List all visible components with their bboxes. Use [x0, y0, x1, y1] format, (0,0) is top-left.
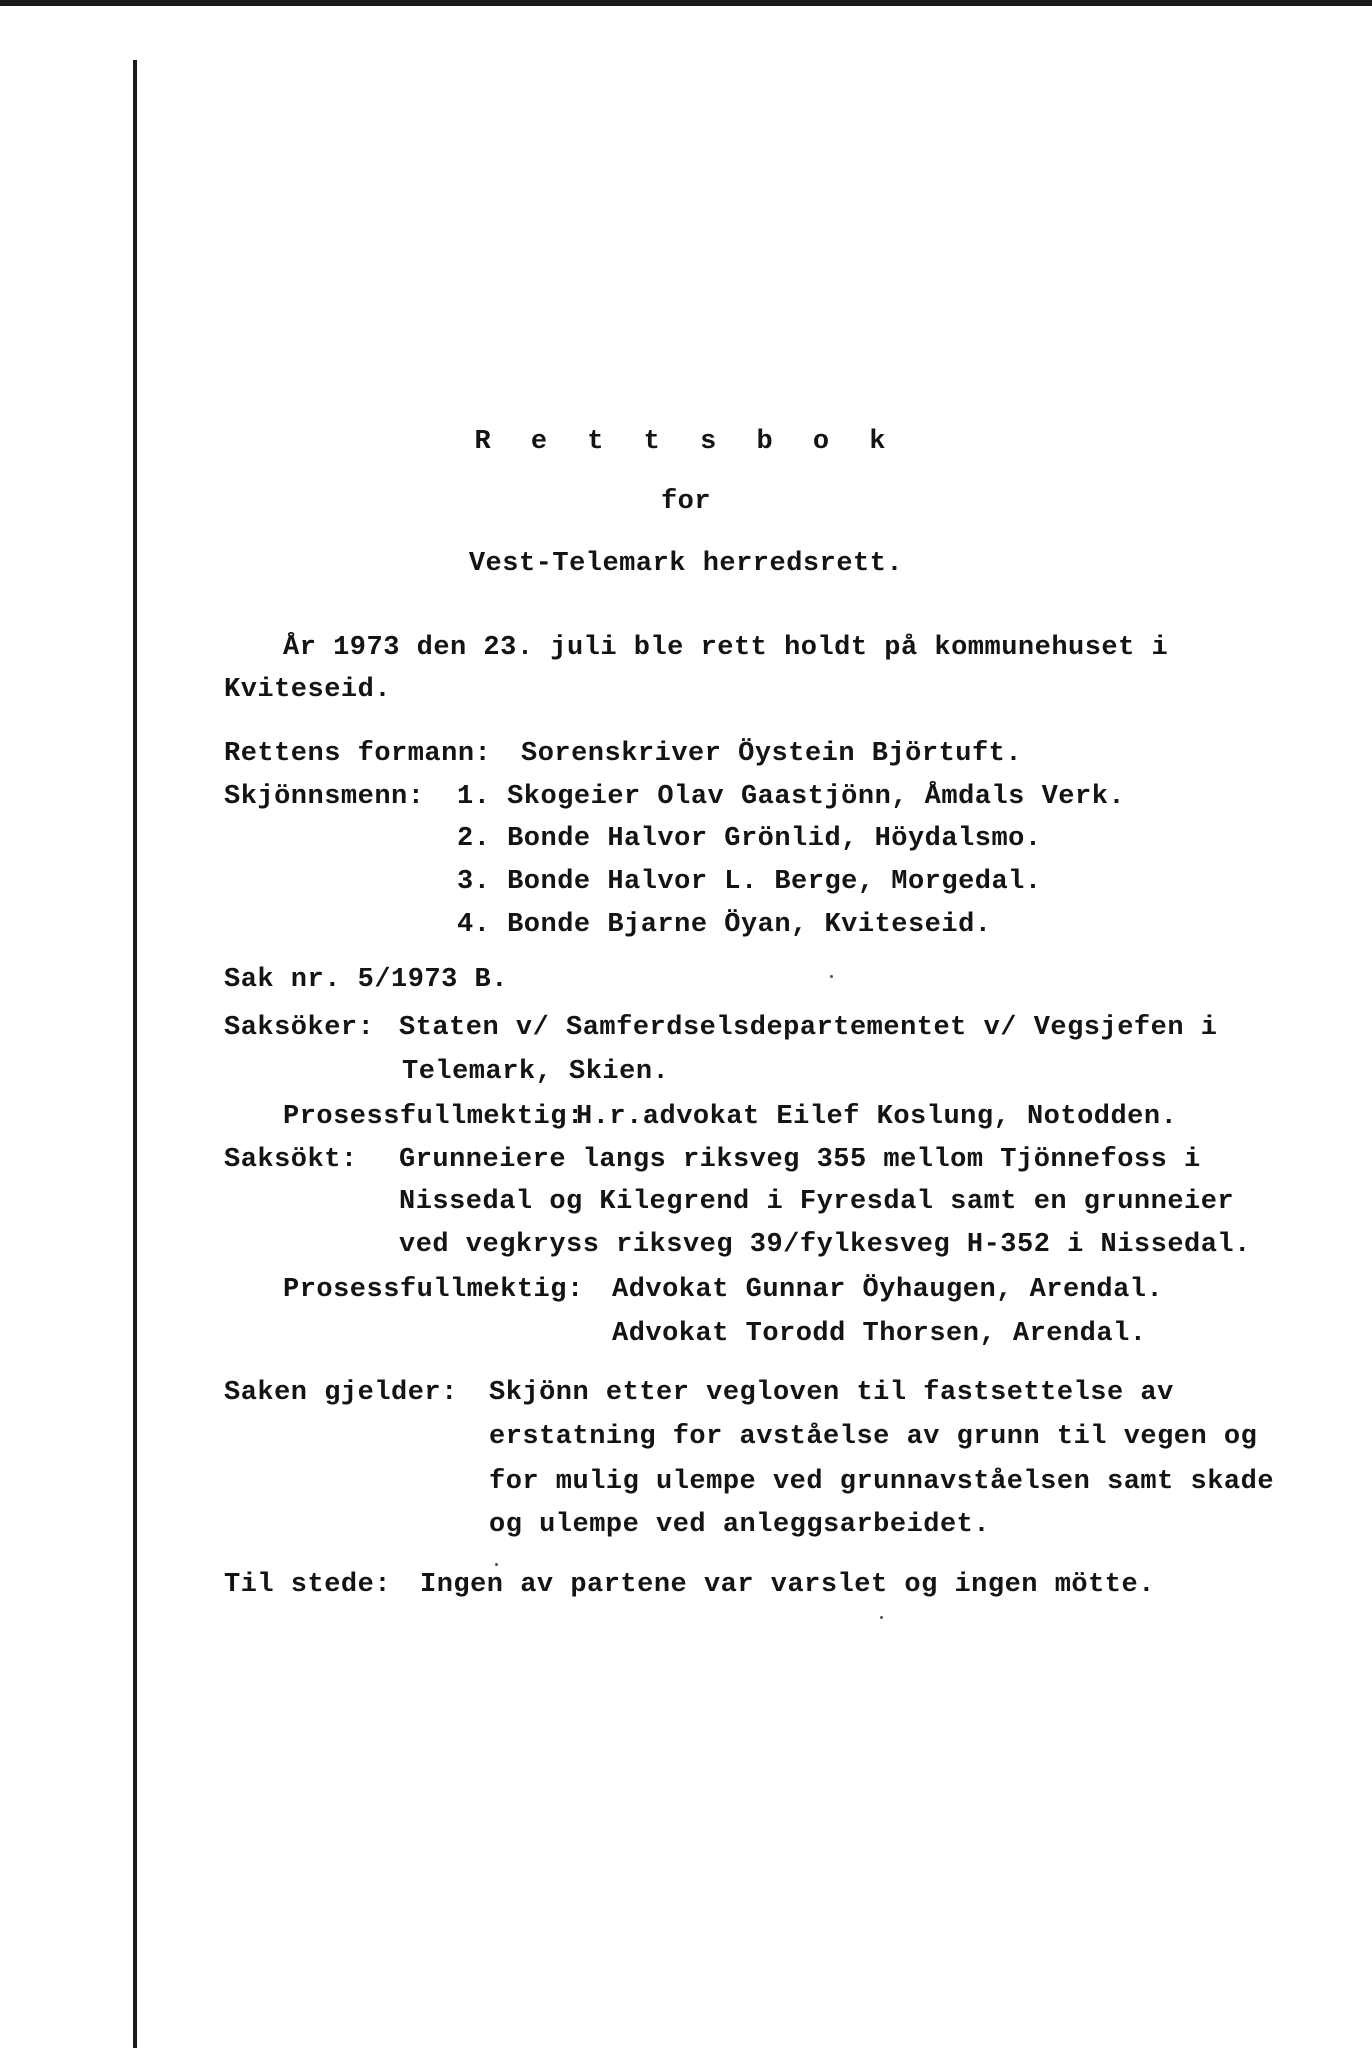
intro-line-1: År 1973 den 23. juli ble rett holdt på kommunehuset i [283, 633, 1169, 663]
plaintiff-label: Saksöker: [224, 1013, 375, 1043]
matter-line-4: og ulempe ved anleggsarbeidet. [489, 1510, 991, 1540]
chair-value: Sorenskriver Öystein Björtuft. [521, 739, 1023, 769]
assessor-2: 2. Bonde Halvor Grönlid, Höydalsmo. [457, 824, 1042, 854]
intro-line-2: Kviteseid. [224, 675, 392, 705]
title-for: for [660, 487, 712, 517]
plaintiff-line-2: Telemark, Skien. [402, 1057, 670, 1087]
plaintiff-counsel: H.r.advokat Eilef Koslung, Notodden. [576, 1102, 1178, 1132]
plaintiff-line-1: Staten v/ Samferdselsdepartementet v/ Vegsjefen i [399, 1013, 1218, 1043]
scan-speck [880, 1616, 883, 1619]
case-number: Sak nr. 5/1973 B. [224, 965, 508, 995]
scan-speck [830, 975, 833, 978]
defendant-line-2: Nissedal og Kilegrend i Fyresdal samt en grunneier [399, 1187, 1235, 1217]
document-title: R e t t s b o k [474, 427, 898, 457]
assessors-label: Skjönnsmenn: [224, 782, 425, 812]
defendant-counsel-label: Prosessfullmektig: [283, 1275, 584, 1305]
matter-line-3: for mulig ulempe ved grunnavståelsen samt skade [489, 1467, 1275, 1497]
defendant-line-1: Grunneiere langs riksveg 355 mellom Tjönnefoss i [399, 1145, 1201, 1175]
plaintiff-counsel-label: Prosessfullmektig: [283, 1102, 584, 1132]
present-label: Til stede: [224, 1570, 392, 1600]
assessor-1: 1. Skogeier Olav Gaastjönn, Åmdals Verk. [457, 782, 1126, 812]
matter-label: Saken gjelder: [224, 1378, 458, 1408]
matter-line-1: Skjönn etter vegloven til fastsettelse av [489, 1378, 1174, 1408]
defendant-label: Saksökt: [224, 1145, 358, 1175]
scan-top-border [0, 0, 1372, 6]
assessor-3: 3. Bonde Halvor L. Berge, Morgedal. [457, 867, 1042, 897]
defendant-line-3: ved vegkryss riksveg 39/fylkesveg H-352 i Nissedal. [399, 1230, 1251, 1260]
matter-line-2: erstatning for avståelse av grunn til vegen og [489, 1422, 1258, 1452]
present-value: Ingen av partene var varslet og ingen mötte. [420, 1570, 1155, 1600]
court-name: Vest-Telemark herredsrett. [468, 549, 904, 579]
defendant-counsel-2: Advokat Torodd Thorsen, Arendal. [612, 1319, 1147, 1349]
assessor-4: 4. Bonde Bjarne Öyan, Kviteseid. [457, 910, 992, 940]
scan-speck [495, 1563, 498, 1566]
left-margin-rule [133, 60, 137, 2048]
chair-label: Rettens formann: [224, 739, 492, 769]
defendant-counsel-1: Advokat Gunnar Öyhaugen, Arendal. [612, 1275, 1164, 1305]
